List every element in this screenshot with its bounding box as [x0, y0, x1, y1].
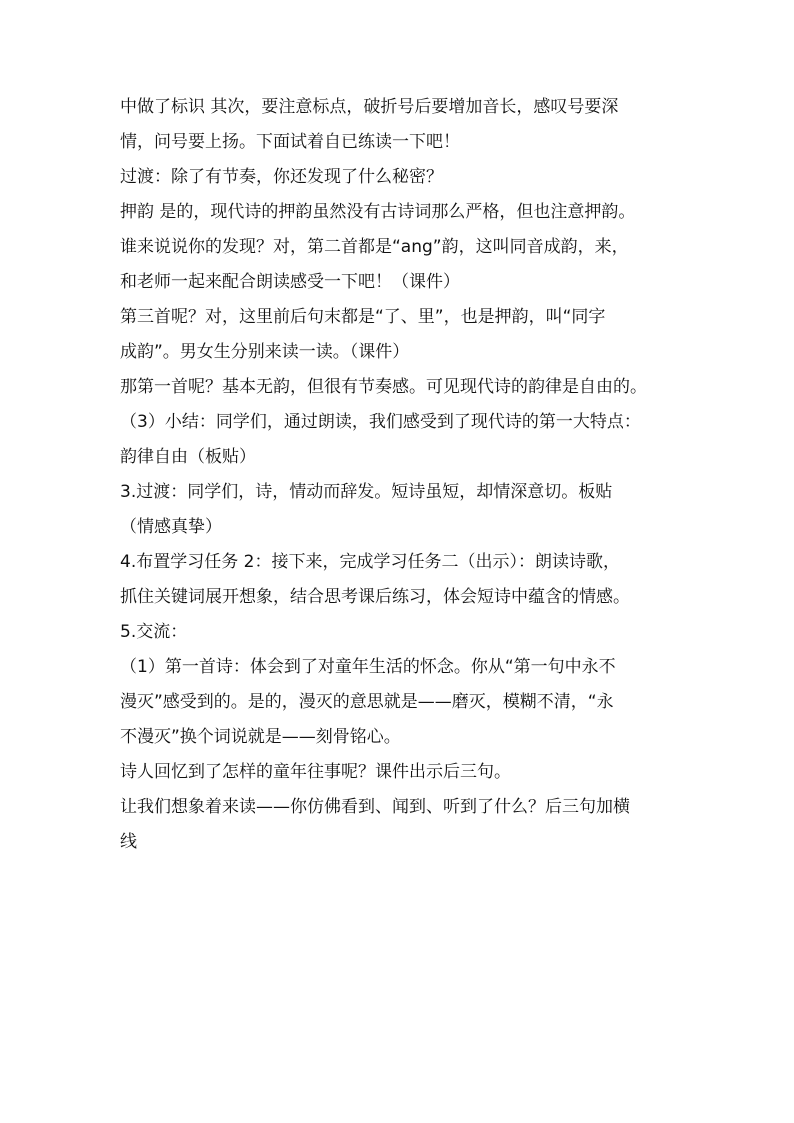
text-line: 5.交流：	[120, 622, 188, 642]
text-line: 谁来说说你的发现？对，第二首都是“ang”韵，这叫同音成韵，来，	[120, 237, 629, 257]
text-line: 不漫灭”换个词说就是——刻骨铭心。	[120, 727, 401, 747]
text-line: 4.布置学习任务 2：接下来，完成学习任务二（出示）：朗读诗歌，	[120, 552, 620, 572]
text-line: 韵律自由（板贴）	[120, 447, 256, 467]
text-line: 第三首呢？对，这里前后句末都是“了、里”，也是押韵，叫“同字	[120, 307, 606, 327]
text-line: （情感真挚）	[120, 517, 222, 537]
text-line: （3）小结：同学们，通过朗读，我们感受到了现代诗的第一大特点：	[120, 412, 641, 432]
text-line: 过渡：除了有节奏，你还发现了什么秘密？	[120, 167, 443, 187]
text-line: 诗人回忆到了怎样的童年往事呢？课件出示后三句。	[120, 762, 511, 782]
text-line: 情，问号要上扬。下面试着自已练读一下吧！	[120, 132, 460, 152]
text-line: 成韵”。男女生分别来读一读。（课件）	[120, 342, 410, 362]
document-body	[120, 97, 680, 867]
text-line: 那第一首呢？基本无韵，但很有节奏感。可见现代诗的韵律是自由的。	[120, 377, 647, 397]
text-line: 漫灭”感受到的。是的，漫灭的意思就是——磨灭，模糊不清，“永	[120, 692, 614, 712]
text-line: 让我们想象着来读——你仿佛看到、闻到、听到了什么？后三句加横	[120, 797, 630, 817]
text-line: 和老师一起来配合朗读感受一下吧！（课件）	[120, 272, 460, 292]
text-line: 3.过渡：同学们，诗，情动而辞发。短诗虽短，却情深意切。板贴	[120, 482, 613, 502]
text-line: （1）第一首诗：体会到了对童年生活的怀念。你从“第一句中永不	[120, 657, 616, 677]
text-line: 线	[120, 832, 137, 852]
text-line: 抓住关键词展开想象，结合思考课后练习，体会短诗中蕴含的情感。	[120, 587, 630, 607]
text-line: 中做了标识 其次，要注意标点，破折号后要增加音长，感叹号要深	[120, 97, 619, 117]
text-line: 押韵 是的，现代诗的押韵虽然没有古诗词那么严格，但也注意押韵。	[120, 202, 636, 222]
